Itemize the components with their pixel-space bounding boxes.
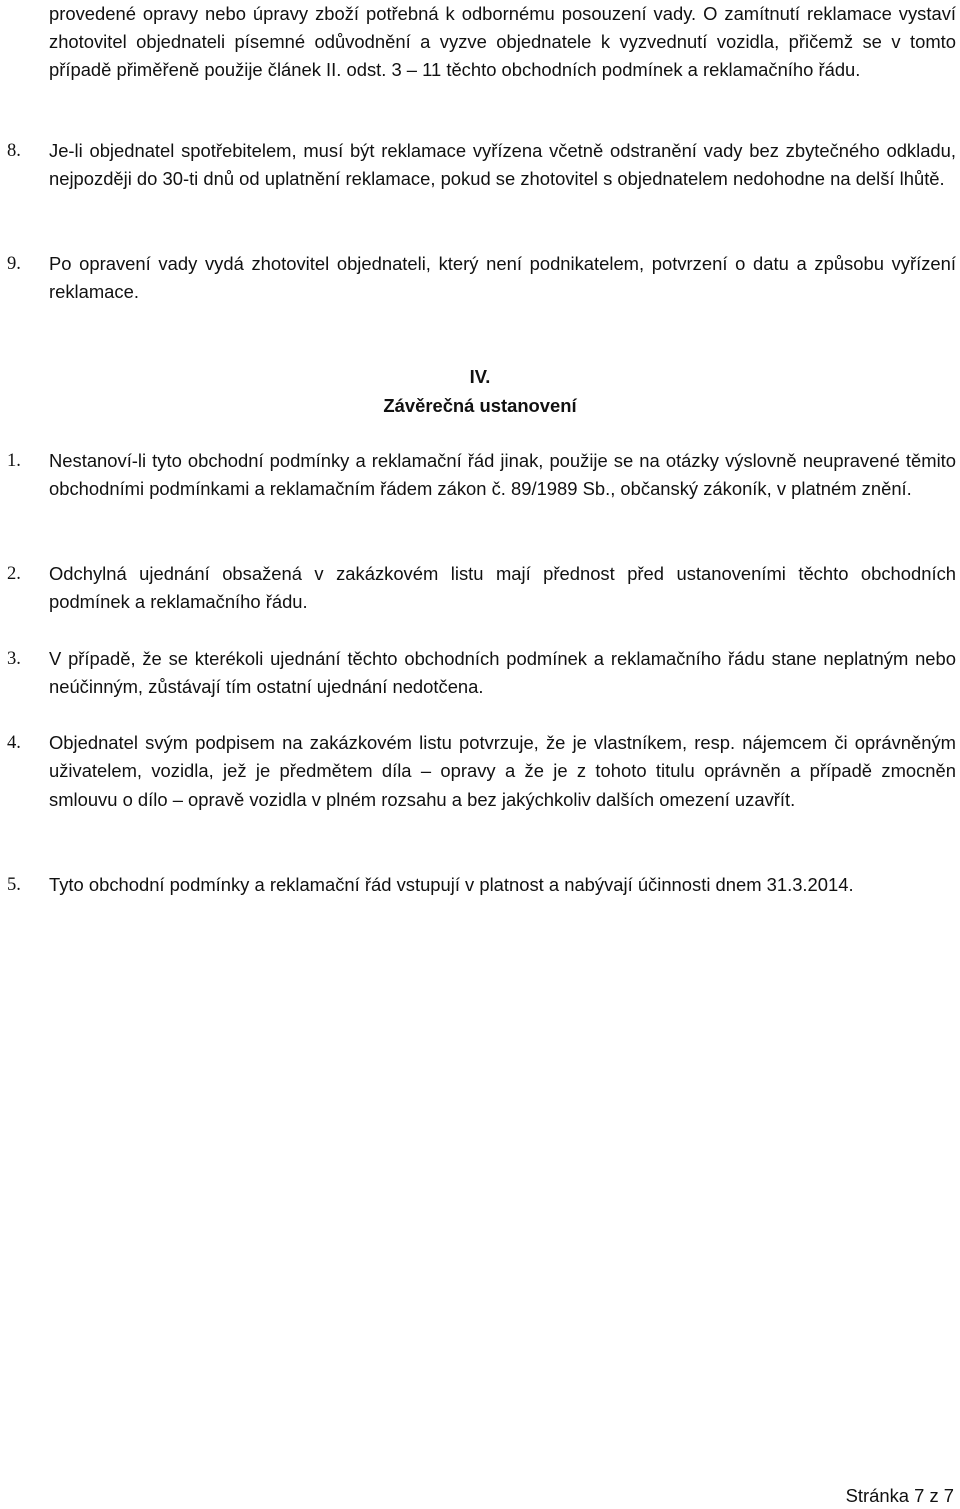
list-item-text: Po opravení vady vydá zhotovitel objednateli, který není podnikatelem, potvrzení o datu a způsobu vyřízení reklamace.	[49, 253, 956, 303]
list-item-9	[7, 250, 956, 307]
list-item-number: 9.	[7, 253, 21, 274]
list-item-text: Nestanoví-li tyto obchodní podmínky a reklamační řád jinak, použije se na otázky výslovně neupravené těmito obchodními podmínkami a reklamačním řádem zákon č. 89/1989 Sb., občanský zákoník, v platném znění.	[49, 450, 956, 500]
list-item-number: 2.	[7, 563, 21, 584]
list-item-5	[7, 871, 956, 899]
list-item-1	[7, 447, 956, 504]
list-item-4	[7, 729, 956, 814]
list-item-number: 5.	[7, 874, 21, 895]
list-item-2	[7, 560, 956, 617]
list-item-number: 8.	[7, 140, 21, 161]
list-item-text: Objednatel svým podpisem na zakázkovém listu potvrzuje, že je vlastníkem, resp. nájemcem či oprávněným uživatelem, vozidla, jež je předmětem díla – opravy a že je z tohoto titulu oprávněn a případě zmocněn smlouvu o dílo – opravě vozidla v plném rozsahu a bez jakýchkoliv dalších omezení uzavřít.	[49, 732, 956, 810]
intro-paragraph: provedené opravy nebo úpravy zboží potřebná k odbornému posouzení vady. O zamítnutí reklamace vystaví zhotovitel objednateli písemné odůvodnění a vyzve objednatele k vyzvednutí vozidla, přičemž se v tomto případě přiměřeně použije článek II. odst. 3 – 11 těchto obchodních podmínek a reklamačního řádu.	[49, 3, 956, 81]
list-item-number: 4.	[7, 732, 21, 753]
list-item-number: 3.	[7, 648, 21, 669]
list-item-text: Odchylná ujednání obsažená v zakázkovém listu mají přednost před ustanoveními těchto obchodních podmínek a reklamačního řádu.	[49, 563, 956, 613]
section-title: Závěrečná ustanovení	[383, 395, 577, 416]
page-number: Stránka 7 z 7	[845, 1485, 954, 1506]
list-item-3	[7, 645, 956, 702]
list-item-text: Tyto obchodní podmínky a reklamační řád vstupují v platnost a nabývají účinnosti dnem 31.3.2014.	[49, 874, 854, 895]
list-item-text: Je-li objednatel spotřebitelem, musí být reklamace vyřízena včetně odstranění vady bez zbytečného odkladu, nejpozději do 30-ti dnů od uplatnění reklamace, pokud se zhotovitel s objednatelem nedohodne na delší lhůtě.	[49, 140, 956, 190]
list-item-8	[7, 137, 956, 194]
section-numeral: IV.	[469, 366, 491, 387]
list-item-text: V případě, že se kterékoli ujednání těchto obchodních podmínek a reklamačního řádu stane neplatným nebo neúčinným, zůstávají tím ostatní ujednání nedotčena.	[49, 648, 956, 698]
list-item-number: 1.	[7, 450, 21, 471]
